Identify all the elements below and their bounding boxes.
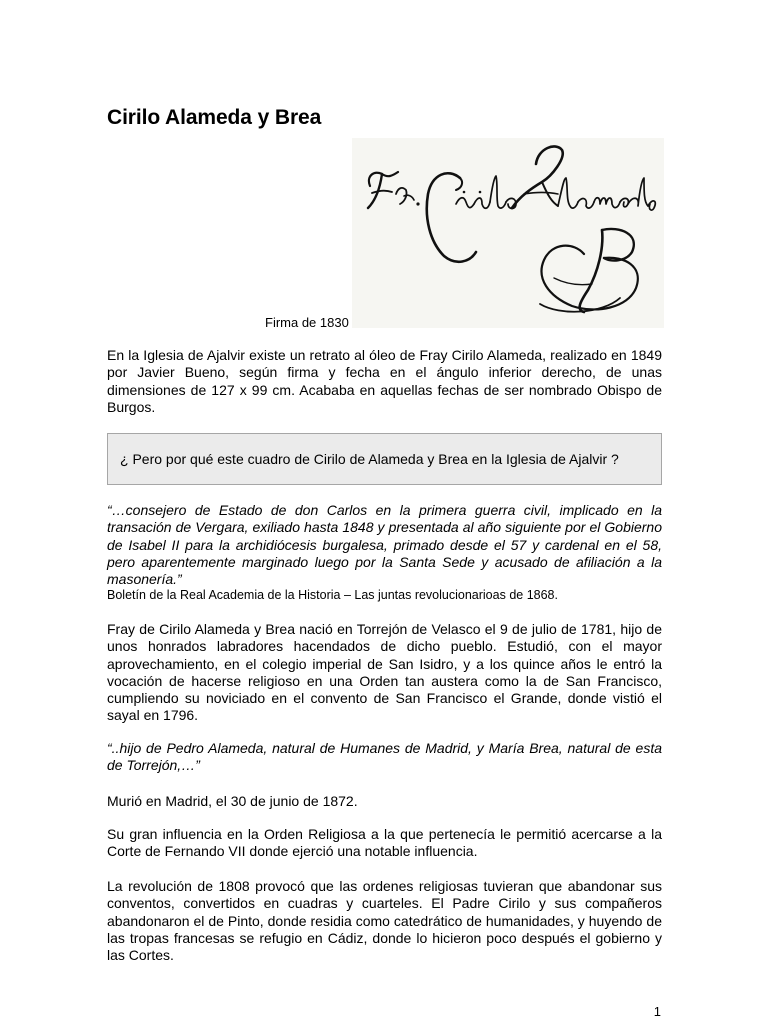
paragraph-birth: Fray de Cirilo Alameda y Brea nació en Torrejón de Velasco el 9 de julio de 1781, hijo de unos honrados labradores hacendados de dicho pueblo. Estudió, con el mayor aprovechamiento, en el colegio imperial de San Isidro, y a los quince años le entró la vocación de hacerse religioso en una Orden tan austera como la de San Francisco, cumpliendo su noviciado en el convento de San Francisco el Grande, donde vistió el sayal en 1796. [107,621,662,724]
quote-parents: “..hijo de Pedro Alameda, natural de Humanes de Madrid, y María Brea, natural de esta de Torrejón,…” [107,740,662,774]
question-box [107,433,662,485]
paragraph-influence: Su gran influencia en la Orden Religiosa a la que pertenecía le permitió acercarse a la Corte de Fernando VII donde ejerció una notable influencia. [107,826,662,860]
page-number: 1 [653,1004,661,1019]
signature-image [352,138,664,328]
signature-caption: Firma de 1830 [265,315,349,330]
page-title: Cirilo Alameda y Brea [107,106,322,129]
question-text: ¿ Pero por qué este cuadro de Cirilo de Alameda y Brea en la Iglesia de Ajalvir ? [120,451,619,467]
paragraph-revolution: La revolución de 1808 provocó que las ordenes religiosas tuvieran que abandonar sus conventos, convertidos en cuadras y cuarteles. El Padre Cirilo y sus compañeros abandonaron el de Pinto, donde residia como catedrático de humanidades, y huyendo de las tropas francesas se refugio en Cádiz, donde lo hicieron poco después el gobierno y las Cortes. [107,878,662,964]
quote-source: Boletín de la Real Academia de la Historia – Las juntas revolucionarioas de 1868. [107,588,558,602]
paragraph-death: Murió en Madrid, el 30 de junio de 1872. [107,793,358,809]
quote-academia: “…consejero de Estado de don Carlos en la primera guerra civil, implicado en la transación de Vergara, exiliado hasta 1848 y presentada al año siguiente por el Gobierno de Isabel II para la archidiócesis burgalesa, primado desde el 57 y cardenal en el 58, pero aparentemente marginado luego por la Santa Sede y acusado de afiliación a la masonería.” [107,502,662,588]
paragraph-portrait: En la Iglesia de Ajalvir existe un retrato al óleo de Fray Cirilo Alameda, realizado en 1849 por Javier Bueno, según firma y fecha en el ángulo inferior derecho, de unas dimensiones de 127 x 99 cm. Acababa en aquellas fechas de ser nombrado Obispo de Burgos. [107,347,662,415]
